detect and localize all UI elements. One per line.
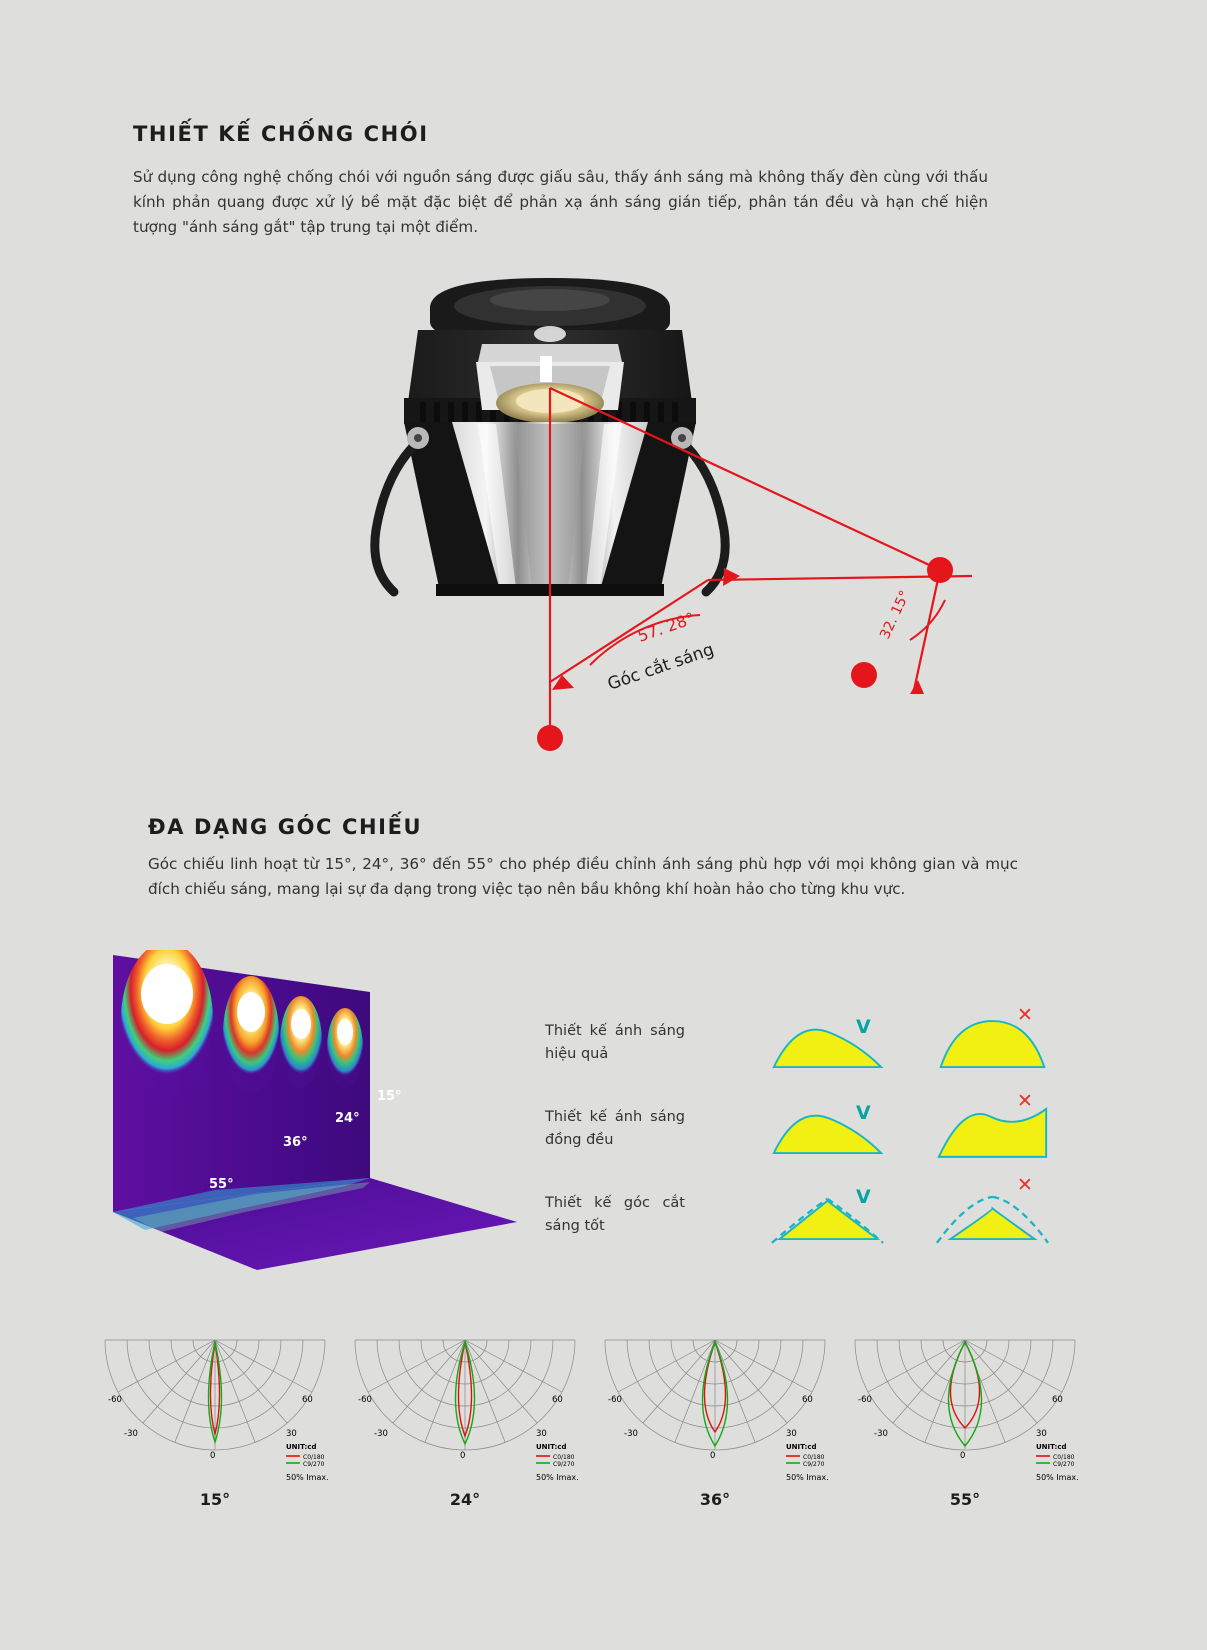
polar-axis-minus60: -60 bbox=[608, 1395, 622, 1405]
heatmap-label-15: 15° bbox=[377, 1089, 402, 1104]
polar-axis-30: 30 bbox=[536, 1429, 547, 1439]
polar-chart-row bbox=[70, 1310, 1140, 1510]
beam-heatmap bbox=[105, 950, 525, 1270]
comparison-label: Thiết kế ánh sáng hiệu quả bbox=[545, 1023, 685, 1062]
polar-series-c9: C9/270 bbox=[1053, 1461, 1075, 1468]
polar-caption-36: 36° bbox=[699, 1490, 731, 1509]
bad-cross-icon: ✕ bbox=[1017, 1004, 1033, 1026]
polar-axis-60: 60 bbox=[552, 1395, 563, 1405]
polar-series-c9: C9/270 bbox=[553, 1461, 575, 1468]
heatmap-svg bbox=[105, 950, 525, 1270]
polar-caption-55: 55° bbox=[949, 1490, 981, 1509]
good-check-icon: V bbox=[856, 1016, 871, 1038]
comparison-row bbox=[545, 1004, 1033, 1096]
polar-axis-60: 60 bbox=[302, 1395, 313, 1405]
polar-unit-label: UNIT:cd bbox=[786, 1443, 817, 1451]
good-check-icon: V bbox=[856, 1102, 871, 1124]
good-check-icon: V bbox=[856, 1186, 871, 1208]
polar-series-c9: C9/270 bbox=[803, 1461, 825, 1468]
polar-imax-label: 50% Imax. bbox=[536, 1473, 579, 1482]
polar-axis-minus30: -30 bbox=[874, 1429, 888, 1439]
bad-cross-icon: ✕ bbox=[1017, 1174, 1033, 1196]
polar-axis-30: 30 bbox=[786, 1429, 797, 1439]
polar-axis-30: 30 bbox=[1036, 1429, 1047, 1439]
polar-svg-24 bbox=[340, 1310, 590, 1490]
polar-axis-minus60: -60 bbox=[358, 1395, 372, 1405]
polar-axis-minus30: -30 bbox=[624, 1429, 638, 1439]
comparison-list bbox=[545, 1004, 1033, 1268]
polar-axis-60: 60 bbox=[1052, 1395, 1063, 1405]
comparison-label: Thiết kế góc cắt sáng tốt bbox=[545, 1195, 685, 1234]
anti-glare-svg bbox=[300, 270, 1020, 790]
polar-chart-24 bbox=[340, 1310, 590, 1509]
angle-left-label: 57. 28° bbox=[635, 608, 697, 646]
polar-unit-label: UNIT:cd bbox=[286, 1443, 317, 1451]
heatmap-label-55: 55° bbox=[209, 1177, 234, 1192]
angle-right-label: 32. 15° bbox=[877, 588, 914, 642]
polar-chart-36 bbox=[590, 1310, 840, 1509]
polar-axis-minus60: -60 bbox=[858, 1395, 872, 1405]
polar-series-c0: C0/180 bbox=[303, 1454, 325, 1461]
polar-series-c0: C0/180 bbox=[553, 1454, 575, 1461]
polar-svg-55 bbox=[840, 1310, 1090, 1490]
heatmap-label-36: 36° bbox=[283, 1135, 308, 1150]
comparison-label: Thiết kế ánh sáng đồng đều bbox=[545, 1109, 685, 1148]
polar-series-c9: C9/270 bbox=[303, 1461, 325, 1468]
comparison-row bbox=[545, 1174, 1033, 1268]
section-two-body: Góc chiếu linh hoạt từ 15°, 24°, 36° đến 55° cho phép điều chỉnh ánh sáng phù hợp với mọi không gian và mục đích chiếu sáng, mang lại sự đa dạng trong việc tạo nên bầu không khí hoàn hảo cho từng khu vực. bbox=[148, 855, 1018, 898]
polar-imax-label: 50% Imax. bbox=[286, 1473, 329, 1482]
polar-axis-30: 30 bbox=[286, 1429, 297, 1439]
cut-angle-caption: Góc cắt sáng bbox=[605, 639, 717, 695]
polar-chart-15 bbox=[90, 1310, 340, 1509]
polar-axis-0: 0 bbox=[210, 1451, 216, 1461]
section-one-body: Sử dụng công nghệ chống chói với nguồn sáng được giấu sâu, thấy ánh sáng mà không thấy đèn cùng với thấu kính phản quang được xử lý bề mặt đặc biệt để phản xạ ánh sáng gián tiếp, phân tán đều và hạn chế hiện tượng "ánh sáng gắt" tập trung tại một điểm. bbox=[133, 168, 988, 236]
polar-unit-label: UNIT:cd bbox=[1036, 1443, 1067, 1451]
polar-axis-0: 0 bbox=[960, 1451, 966, 1461]
polar-axis-minus30: -30 bbox=[374, 1429, 388, 1439]
heatmap-label-24: 24° bbox=[335, 1111, 360, 1126]
polar-series-c0: C0/180 bbox=[803, 1454, 825, 1461]
polar-imax-label: 50% Imax. bbox=[1036, 1473, 1079, 1482]
comparison-row bbox=[545, 1090, 1033, 1182]
polar-chart-55 bbox=[840, 1310, 1090, 1509]
polar-svg-36 bbox=[590, 1310, 840, 1490]
polar-caption-24: 24° bbox=[449, 1490, 481, 1509]
polar-svg-15 bbox=[90, 1310, 340, 1490]
polar-caption-15: 15° bbox=[199, 1490, 231, 1509]
polar-axis-minus60: -60 bbox=[108, 1395, 122, 1405]
polar-series-c0: C0/180 bbox=[1053, 1454, 1075, 1461]
anti-glare-diagram bbox=[300, 270, 1020, 790]
section-two-title: ĐA DẠNG GÓC CHIẾU bbox=[148, 815, 423, 839]
section-one-title: THIẾT KẾ CHỐNG CHÓI bbox=[133, 122, 429, 146]
polar-imax-label: 50% Imax. bbox=[786, 1473, 829, 1482]
polar-axis-60: 60 bbox=[802, 1395, 813, 1405]
polar-axis-0: 0 bbox=[710, 1451, 716, 1461]
polar-unit-label: UNIT:cd bbox=[536, 1443, 567, 1451]
polar-axis-minus30: -30 bbox=[124, 1429, 138, 1439]
bad-cross-icon: ✕ bbox=[1017, 1090, 1033, 1112]
polar-axis-0: 0 bbox=[460, 1451, 466, 1461]
